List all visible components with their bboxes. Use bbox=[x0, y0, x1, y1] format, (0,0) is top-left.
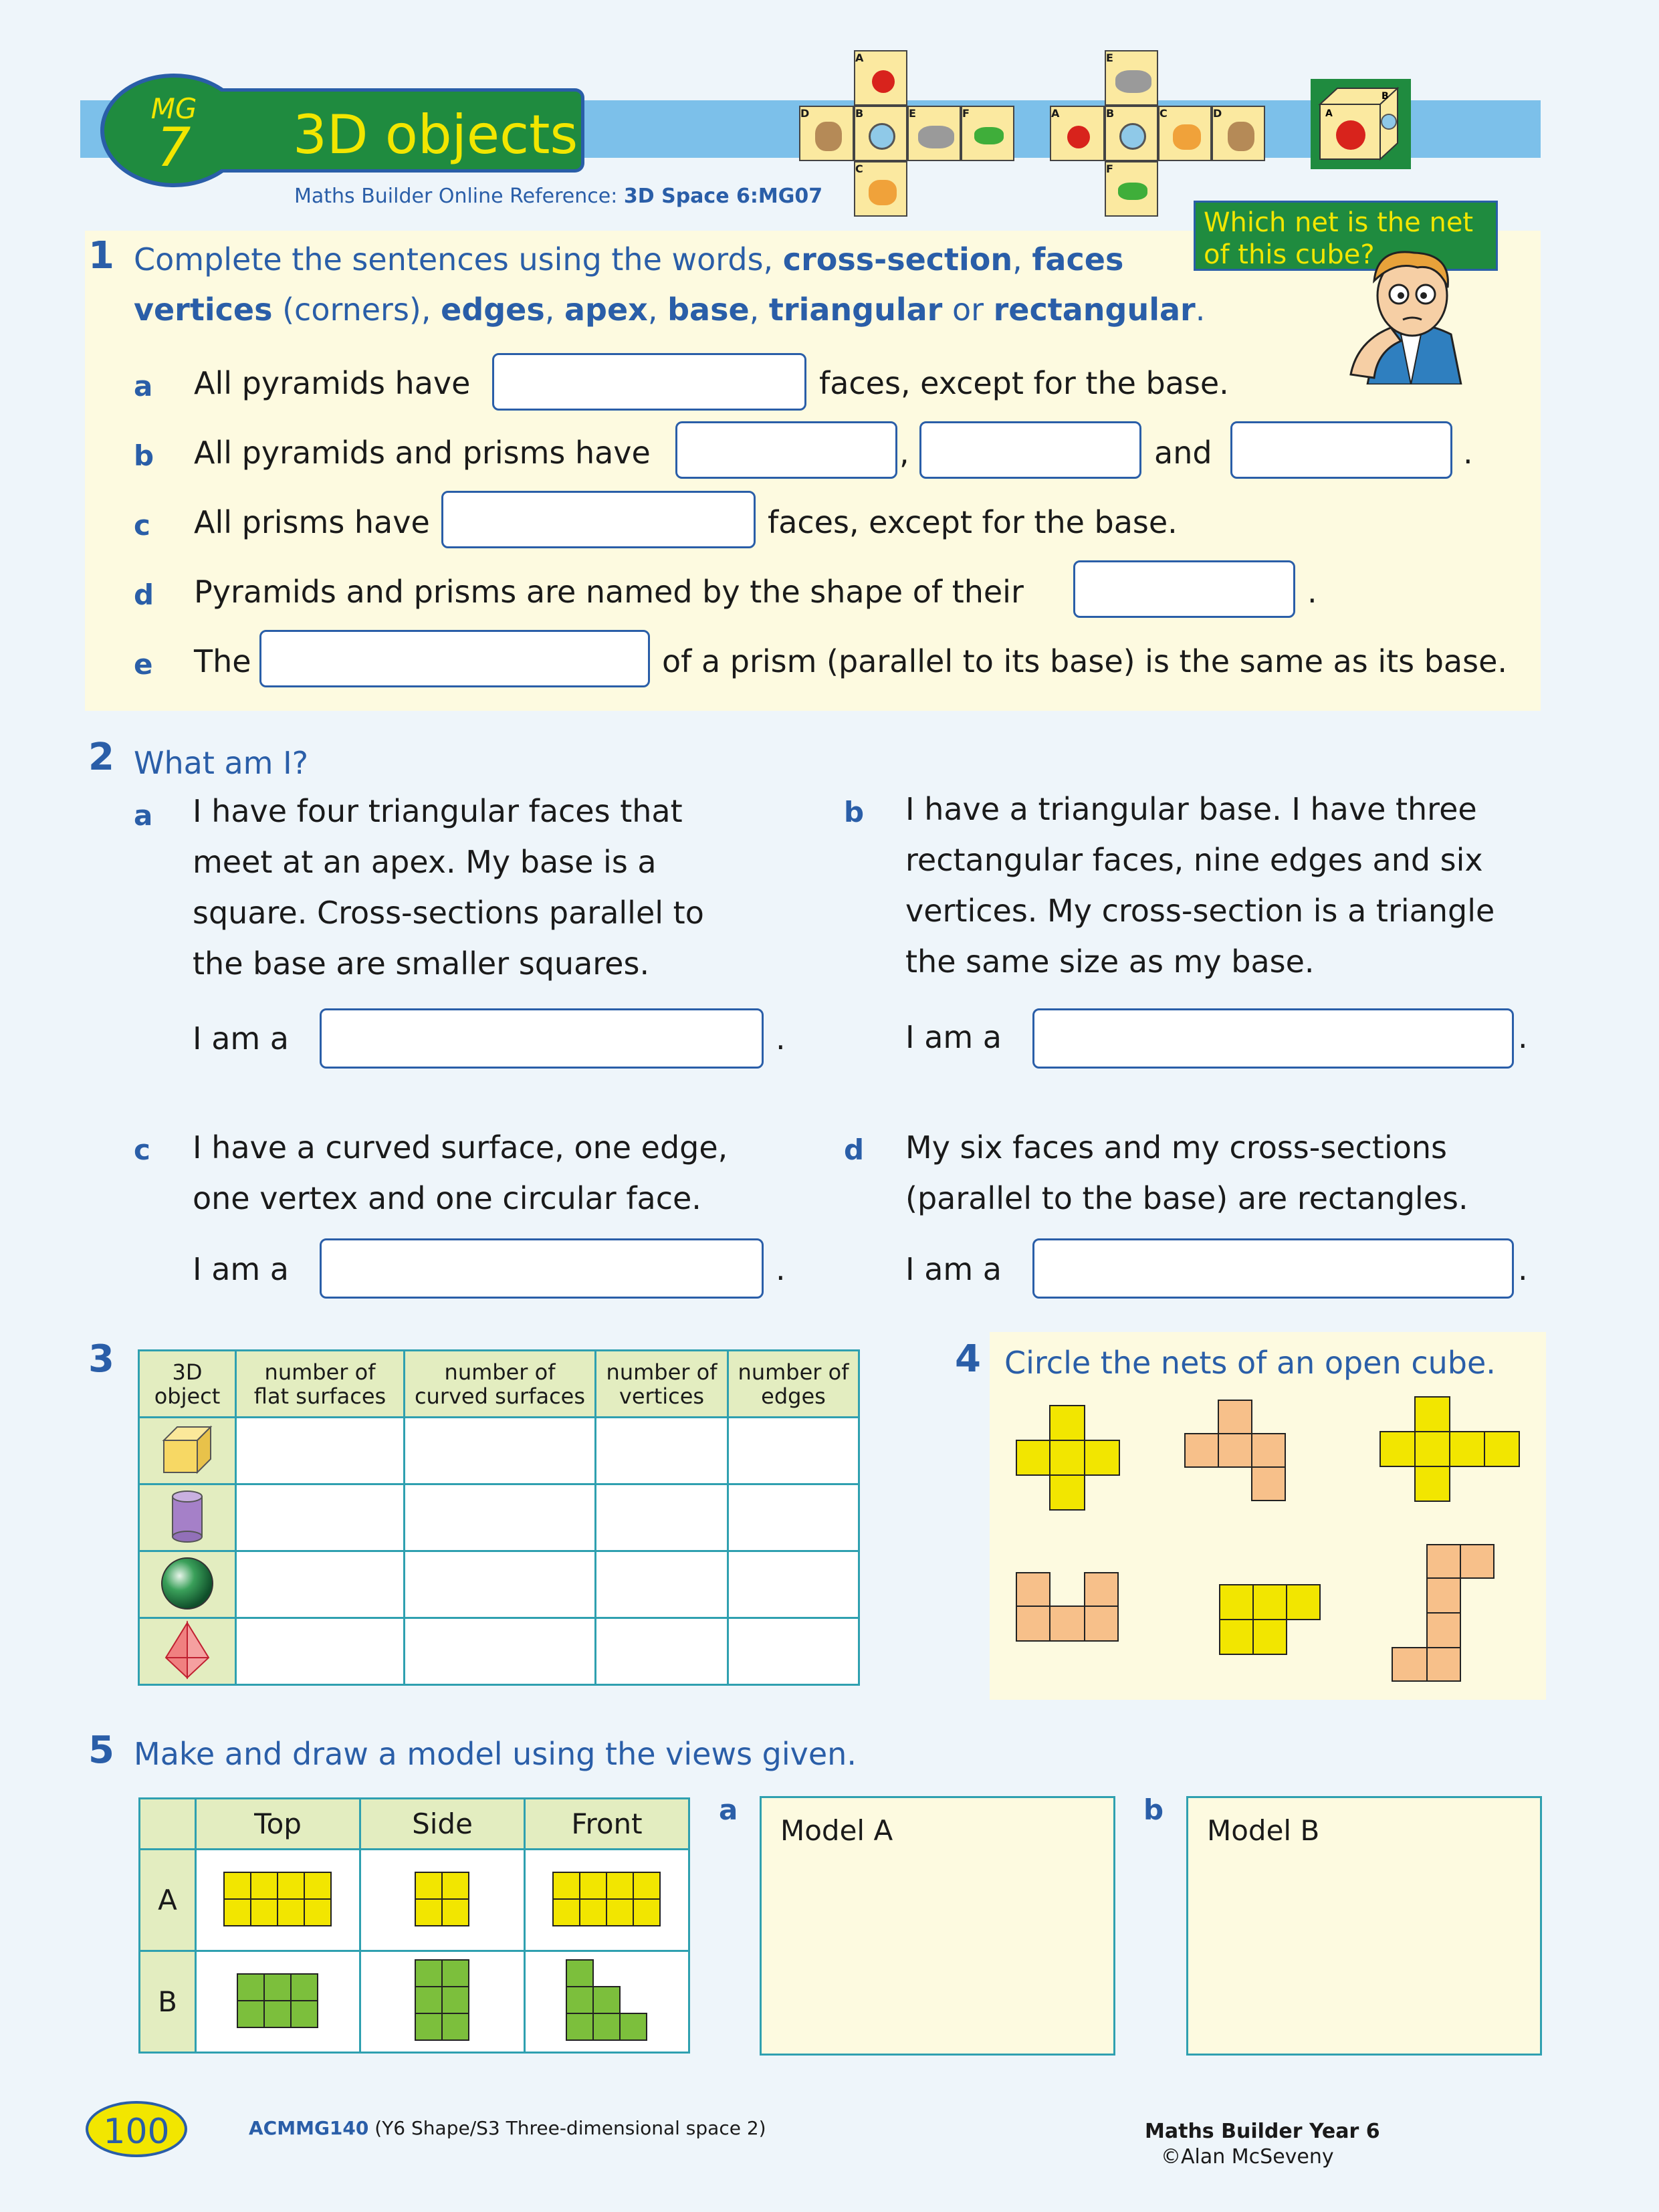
sphere-curved-cell[interactable] bbox=[405, 1551, 596, 1618]
badge-number: 7 bbox=[156, 116, 191, 179]
q2c-answer-prefix: I am a bbox=[193, 1251, 289, 1287]
col-header-front: Front bbox=[525, 1799, 689, 1850]
curriculum-code-id: ACMMG140 bbox=[249, 2117, 369, 2139]
q1c-text-after: faces, except for the base. bbox=[768, 504, 1178, 540]
open-cube-net-2[interactable] bbox=[1184, 1399, 1291, 1506]
cylinder-edges-cell[interactable] bbox=[728, 1484, 859, 1551]
q4-title: Circle the nets of an open cube. bbox=[1004, 1345, 1496, 1381]
table-header-row bbox=[139, 1351, 859, 1418]
q1b-answer-3[interactable] bbox=[1230, 421, 1452, 479]
open-cube-net-4[interactable] bbox=[1015, 1571, 1122, 1645]
sphere-flat-cell[interactable] bbox=[236, 1551, 405, 1618]
q1c-text: All prisms have bbox=[194, 504, 430, 540]
q1-number: 1 bbox=[88, 234, 114, 278]
open-cube-net-1[interactable] bbox=[1015, 1404, 1122, 1511]
q1b-period: . bbox=[1463, 435, 1473, 471]
model-a-side-view bbox=[360, 1850, 525, 1951]
cube-picture bbox=[1311, 79, 1411, 169]
q5b-letter: b bbox=[1143, 1793, 1164, 1826]
q1a-text-after: faces, except for the base. bbox=[819, 365, 1229, 401]
net-question: Which net is the net of this cube? bbox=[1204, 207, 1474, 270]
word-base: base bbox=[667, 292, 750, 328]
pyramid-flat-cell[interactable] bbox=[236, 1618, 405, 1685]
col-header-side: Side bbox=[360, 1799, 525, 1850]
net-face: E bbox=[907, 106, 961, 161]
col-header-edges: number of edges bbox=[728, 1351, 859, 1418]
q2b-period: . bbox=[1518, 1019, 1528, 1055]
net-face: B bbox=[854, 106, 907, 161]
net-face: A bbox=[854, 50, 907, 106]
cube-net-1 bbox=[799, 50, 1060, 217]
q1-instruction-line1: Complete the sentences using the words, cross-section, faces bbox=[134, 241, 1124, 278]
badge-strand: MG bbox=[150, 92, 197, 125]
q2a-period: . bbox=[776, 1020, 786, 1057]
q2c-period: . bbox=[776, 1251, 786, 1287]
table-row bbox=[139, 1484, 859, 1551]
cube-edges-cell[interactable] bbox=[728, 1418, 859, 1484]
book-title: Maths Builder Year 6 bbox=[1145, 2120, 1380, 2143]
q2c-letter: c bbox=[134, 1133, 150, 1166]
q1-instruction-line2: vertices (corners), edges, apex, base, triangular or rectangular. bbox=[134, 292, 1206, 328]
word-vertices: vertices bbox=[134, 292, 273, 328]
curriculum-code bbox=[249, 2117, 766, 2139]
model-a-top-view bbox=[196, 1850, 360, 1951]
q2d-letter: d bbox=[844, 1133, 865, 1166]
table-row bbox=[139, 1618, 859, 1685]
q1e-letter: e bbox=[134, 648, 153, 681]
reference-label: Maths Builder Online Reference: bbox=[294, 185, 618, 208]
word-cross-section: cross-section bbox=[782, 241, 1013, 278]
model-a-label: Model A bbox=[780, 1814, 893, 1847]
net-face: F bbox=[1105, 161, 1158, 217]
q5-number: 5 bbox=[88, 1729, 114, 1772]
author-credit: ©Alan McSeveny bbox=[1161, 2145, 1334, 2169]
model-b-side-view bbox=[360, 1951, 525, 2053]
q1b-text: All pyramids and prisms have bbox=[194, 435, 651, 471]
q4-number: 4 bbox=[955, 1337, 981, 1381]
word-edges: edges bbox=[441, 292, 545, 328]
q1c-letter: c bbox=[134, 509, 150, 542]
word-faces: faces bbox=[1032, 241, 1124, 278]
model-a-drawing-area[interactable] bbox=[760, 1796, 1115, 2056]
q2a-answer-prefix: I am a bbox=[193, 1020, 289, 1057]
q1e-text-after: of a prism (parallel to its base) is the same as its base. bbox=[662, 643, 1508, 679]
q1b-answer-2[interactable] bbox=[919, 421, 1141, 479]
pyramid-icon bbox=[139, 1618, 236, 1685]
pyramid-vertices-cell[interactable] bbox=[596, 1618, 728, 1685]
q2a-letter: a bbox=[134, 799, 153, 832]
q2b-letter: b bbox=[844, 796, 865, 828]
cube-net-2 bbox=[1050, 50, 1277, 217]
q1d-text: Pyramids and prisms are named by the shape of their bbox=[194, 574, 1024, 610]
open-cube-net-5[interactable] bbox=[1218, 1583, 1325, 1657]
page-number-badge bbox=[86, 2101, 187, 2157]
col-header-vertices: number of vertices bbox=[596, 1351, 728, 1418]
sphere-edges-cell[interactable] bbox=[728, 1551, 859, 1618]
q1b-and: and bbox=[1154, 435, 1212, 471]
q2-title: What am I? bbox=[134, 745, 309, 781]
net-face: C bbox=[1158, 106, 1212, 161]
cube-vertices-cell[interactable] bbox=[596, 1418, 728, 1484]
net-face: D bbox=[1212, 106, 1265, 161]
q2d-answer-prefix: I am a bbox=[905, 1251, 1002, 1287]
word-apex: apex bbox=[564, 292, 648, 328]
pyramid-curved-cell[interactable] bbox=[405, 1618, 596, 1685]
table-row bbox=[140, 1951, 689, 2053]
table-row bbox=[139, 1551, 859, 1618]
net-face: E bbox=[1105, 50, 1158, 106]
col-header-curved: number of curved surfaces bbox=[405, 1351, 596, 1418]
table-row bbox=[139, 1418, 859, 1484]
cube-icon bbox=[139, 1418, 236, 1484]
q1c-answer[interactable] bbox=[441, 491, 756, 548]
model-b-drawing-area[interactable] bbox=[1186, 1796, 1542, 2056]
thinking-boy-illustration bbox=[1337, 241, 1484, 384]
q1d-letter: d bbox=[134, 578, 154, 611]
q5a-letter: a bbox=[719, 1793, 738, 1826]
q3-table bbox=[138, 1349, 860, 1686]
page-title: 3D objects bbox=[293, 104, 578, 166]
model-b-top-view bbox=[196, 1951, 360, 2053]
curriculum-code-desc: (Y6 Shape/S3 Three-dimensional space 2) bbox=[374, 2117, 766, 2139]
sphere-icon bbox=[139, 1551, 236, 1618]
q2a-text: I have four triangular faces that meet at an apex. My base is a square. Cross-sections parallel to the base are smaller squares. bbox=[193, 793, 704, 982]
cube-curved-cell[interactable] bbox=[405, 1418, 596, 1484]
q1d-period: . bbox=[1307, 574, 1317, 610]
q1b-answer-1[interactable] bbox=[675, 421, 897, 479]
q1b-comma: , bbox=[899, 435, 909, 471]
cube-letter-b: B bbox=[1381, 91, 1389, 102]
model-a-front-view bbox=[525, 1850, 689, 1951]
cylinder-curved-cell[interactable] bbox=[405, 1484, 596, 1551]
q1b-letter: b bbox=[134, 439, 154, 472]
table-header-row bbox=[140, 1799, 689, 1850]
q2b-text: I have a triangular base. I have three rectangular faces, nine edges and six vertices. My cross-section is a triangle the same size as my base. bbox=[905, 791, 1495, 980]
q1a-answer[interactable] bbox=[492, 353, 806, 411]
cube-letter-a: A bbox=[1325, 108, 1333, 119]
word-triangular: triangular bbox=[768, 292, 943, 328]
model-b-front-view bbox=[525, 1951, 689, 2053]
page-number: 100 bbox=[103, 2112, 170, 2152]
row-label-a: A bbox=[140, 1850, 196, 1951]
net-face: D bbox=[799, 106, 854, 161]
model-b-label: Model B bbox=[1207, 1814, 1320, 1847]
word-corners: (corners), bbox=[282, 292, 431, 328]
cylinder-vertices-cell[interactable] bbox=[596, 1484, 728, 1551]
q2b-answer[interactable] bbox=[1032, 1008, 1514, 1069]
row-label-b: B bbox=[140, 1951, 196, 2053]
word-or: or bbox=[952, 292, 984, 328]
q5-title: Make and draw a model using the views given. bbox=[134, 1736, 857, 1772]
col-header-object: 3D object bbox=[139, 1351, 236, 1418]
open-cube-net-6[interactable] bbox=[1391, 1543, 1498, 1684]
q1e-answer[interactable] bbox=[259, 630, 650, 687]
open-cube-net-3[interactable] bbox=[1379, 1396, 1521, 1503]
net-face: C bbox=[854, 161, 907, 217]
q5-views-table bbox=[138, 1797, 690, 2054]
reference-code: 3D Space 6:MG07 bbox=[623, 185, 823, 208]
q2b-answer-prefix: I am a bbox=[905, 1019, 1002, 1055]
q2a-answer[interactable] bbox=[320, 1008, 764, 1069]
cube-flat-cell[interactable] bbox=[236, 1418, 405, 1484]
table-row bbox=[140, 1850, 689, 1951]
q2c-text: I have a curved surface, one edge, one vertex and one circular face. bbox=[193, 1129, 728, 1216]
cylinder-icon bbox=[139, 1484, 236, 1551]
q1-intro: Complete the sentences using the words, bbox=[134, 241, 774, 278]
q1d-answer[interactable] bbox=[1073, 560, 1295, 618]
corner-cell bbox=[140, 1799, 196, 1850]
q2-number: 2 bbox=[88, 736, 114, 779]
q1a-text: All pyramids have bbox=[194, 365, 471, 401]
q2d-answer[interactable] bbox=[1032, 1238, 1514, 1299]
sphere-vertices-cell[interactable] bbox=[596, 1551, 728, 1618]
q2d-text: My six faces and my cross-sections (parallel to the base) are rectangles. bbox=[905, 1129, 1468, 1216]
q3-number: 3 bbox=[88, 1337, 114, 1381]
q1e-text: The bbox=[194, 643, 251, 679]
q2c-answer[interactable] bbox=[320, 1238, 764, 1299]
net-face: B bbox=[1105, 106, 1158, 161]
word-rectangular: rectangular bbox=[993, 292, 1196, 328]
online-reference bbox=[294, 185, 822, 208]
q2d-period: . bbox=[1518, 1251, 1528, 1287]
q1a-letter: a bbox=[134, 370, 153, 403]
col-header-flat: number of flat surfaces bbox=[236, 1351, 405, 1418]
title-box bbox=[221, 88, 584, 173]
col-header-top: Top bbox=[196, 1799, 360, 1850]
net-face: A bbox=[1050, 106, 1105, 161]
pyramid-edges-cell[interactable] bbox=[728, 1618, 859, 1685]
net-face: F bbox=[961, 106, 1014, 161]
cylinder-flat-cell[interactable] bbox=[236, 1484, 405, 1551]
